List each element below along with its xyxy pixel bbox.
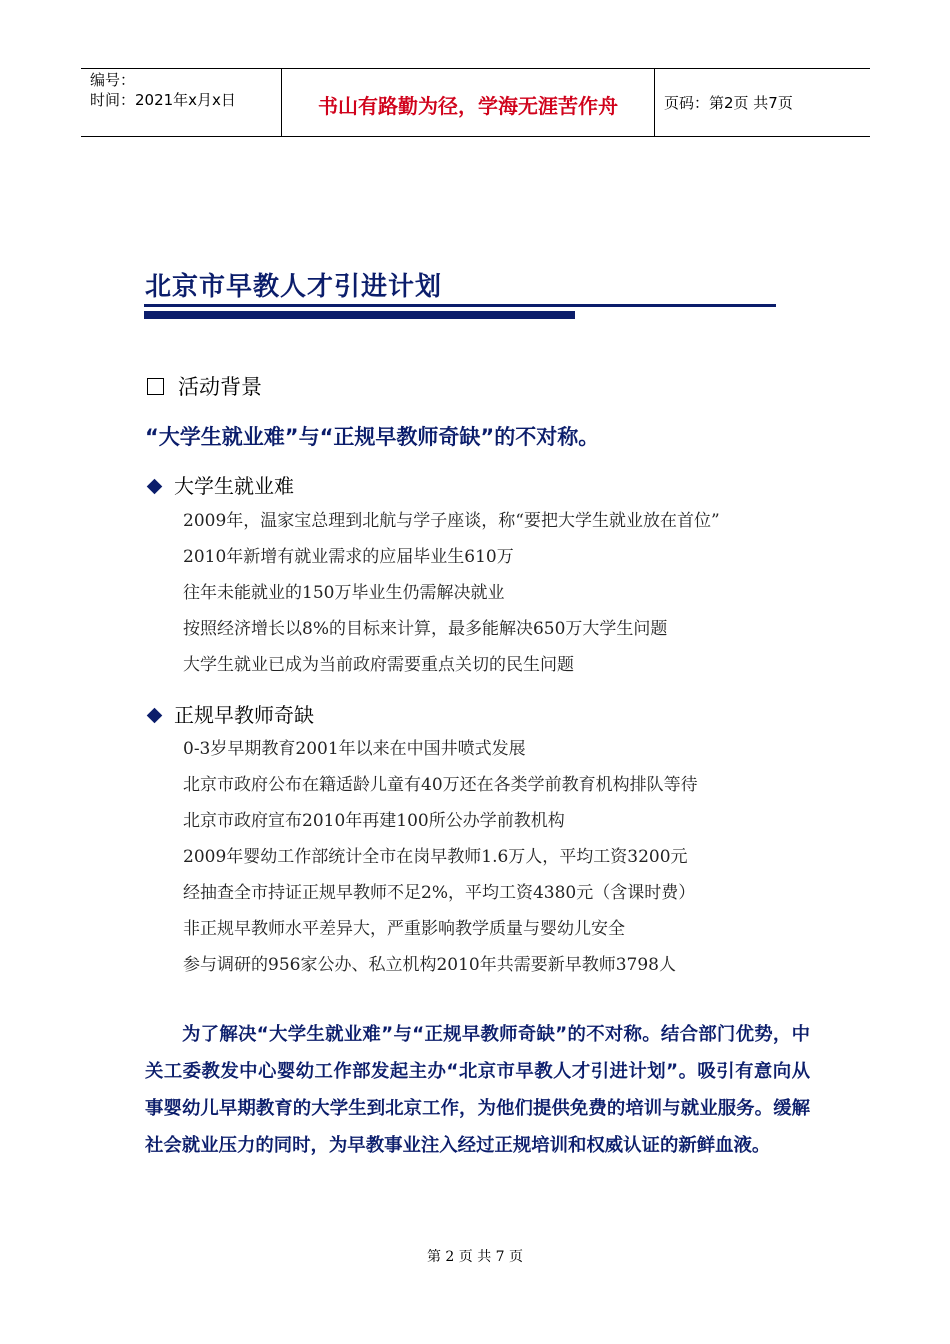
checkbox-icon xyxy=(147,378,164,395)
group-heading-text: 大学生就业难 xyxy=(174,474,294,498)
list-item: 2009年婴幼工作部统计全市在岗早教师1.6万人，平均工资3200元 xyxy=(183,847,688,867)
list-item: 2009年，温家宝总理到北航与学子座谈，称“要把大学生就业放在首位” xyxy=(183,511,720,531)
group-heading-text: 正规早教师奇缺 xyxy=(174,703,314,727)
header-divider-2 xyxy=(654,69,655,136)
list-item: 经抽查全市持证正规早教师不足2%，平均工资4380元（含课时费） xyxy=(183,883,696,903)
group-list-2 xyxy=(183,731,698,983)
list-item: 北京市政府公布在籍适龄儿童有40万还在各类学前教育机构排队等待 xyxy=(183,775,698,795)
diamond-bullet-icon xyxy=(147,479,163,495)
group-list-1 xyxy=(183,503,720,683)
header-date: 时间：2021年x月x日 xyxy=(90,91,236,109)
list-item: 北京市政府宣布2010年再建100所公办学前教机构 xyxy=(183,811,565,831)
header-meta xyxy=(90,70,236,110)
list-item: 2010年新增有就业需求的应届毕业生610万 xyxy=(183,547,514,567)
header-motto: 书山有路勤为径，学海无涯苦作舟 xyxy=(318,94,618,118)
header-bottom-rule xyxy=(81,136,870,137)
list-item: 0-3岁早期教育2001年以来在中国井喷式发展 xyxy=(183,739,526,759)
header-number: 编号： xyxy=(90,71,136,89)
group-heading-2 xyxy=(147,699,314,728)
list-item: 按照经济增长以8%的目标来计算，最多能解决650万大学生问题 xyxy=(183,619,668,639)
list-item: 非正规早教师水平差异大，严重影响教学质量与婴幼儿安全 xyxy=(183,919,625,939)
summary-paragraph: 为了解决“大学生就业难”与“正规早教师奇缺”的不对称。结合部门优势，中关工委教发中心婴幼工作部发起主办“北京市早教人才引进计划”。吸引有意向从事婴幼儿早期教育的大学生到北京工作，为他们提供免费的培训与就业服务。缓解社会就业压力的同时，为早教事业注入经过正规培训和权威认证的新鲜血液。 xyxy=(145,1024,810,1156)
footer-page-number: 第 2 页 共 7 页 xyxy=(426,1249,524,1265)
list-item: 往年未能就业的150万毕业生仍需解决就业 xyxy=(183,583,505,603)
title-rule-thin xyxy=(144,304,776,307)
title-rule-thick xyxy=(144,311,575,319)
list-item: 参与调研的956家公办、私立机构2010年共需要新早教师3798人 xyxy=(183,955,676,975)
section-heading xyxy=(147,371,262,401)
headline: “大学生就业难”与“正规早教师奇缺”的不对称。 xyxy=(145,425,600,449)
diamond-bullet-icon xyxy=(147,708,163,724)
group-heading-1 xyxy=(147,470,294,499)
header-top-rule xyxy=(81,68,870,69)
section-title: 活动背景 xyxy=(178,375,262,399)
list-item: 大学生就业已成为当前政府需要重点关切的民生问题 xyxy=(183,655,574,675)
header-page-info: 页码：第2页 共7页 xyxy=(664,94,793,112)
page-title: 北京市早教人才引进计划 xyxy=(145,272,443,302)
